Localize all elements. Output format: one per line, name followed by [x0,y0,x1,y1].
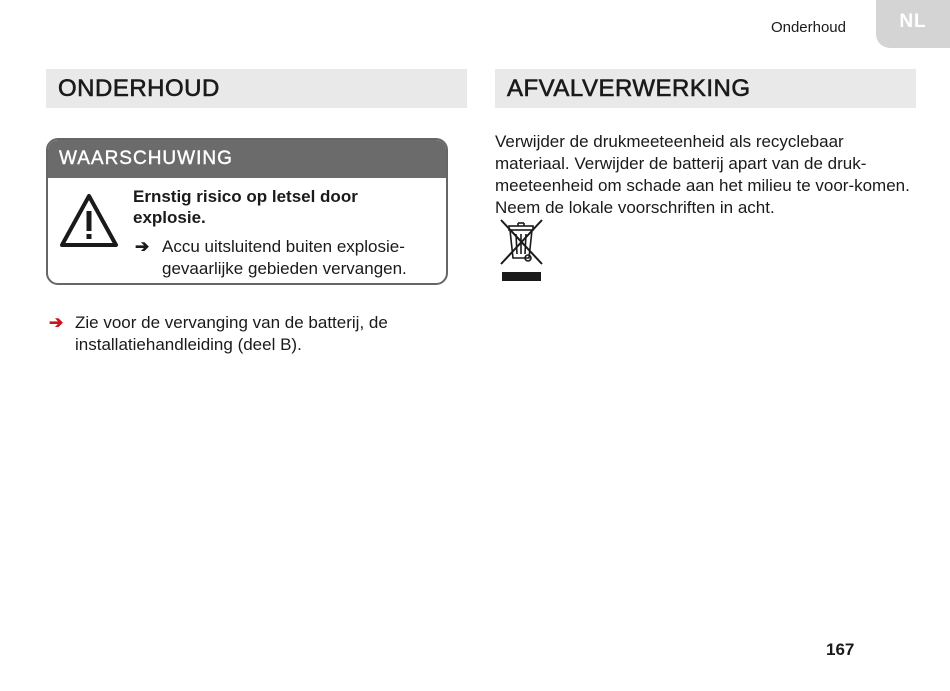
red-arrow-right-icon: ➔ [49,313,64,332]
warning-instruction-text: Accu uitsluitend buiten explosie-gevaarlijke gebieden vervangen. [162,237,407,278]
warning-instruction [135,236,445,280]
warning-title: Ernstig risico op letsel door explosie. [133,187,358,227]
disposal-paragraph: Verwijder de drukmeeteenheid als recyclebaar materiaal. Verwijder de batterij apart van de druk-meeteenheid om schade aan het milieu te voor-komen. Neem de lokale voorschriften in acht. [495,132,910,217]
warning-label: WAARSCHUWING [48,140,446,178]
battery-note [49,312,449,356]
section-title-afvalverwerking: AFVALVERWERKING [495,69,916,108]
language-tab: NL [876,0,950,48]
running-header: Onderhoud [770,19,846,36]
warning-box [46,138,448,285]
battery-note-text: Zie voor de vervanging van de batterij, de installatiehandleiding (deel B). [75,313,388,354]
warning-triangle-icon [58,192,120,250]
page-number: 167 [826,640,855,659]
crossed-out-wheelie-bin-icon [498,216,546,284]
arrow-right-icon: ➔ [135,237,150,256]
section-title-onderhoud: ONDERHOUD [46,69,467,108]
